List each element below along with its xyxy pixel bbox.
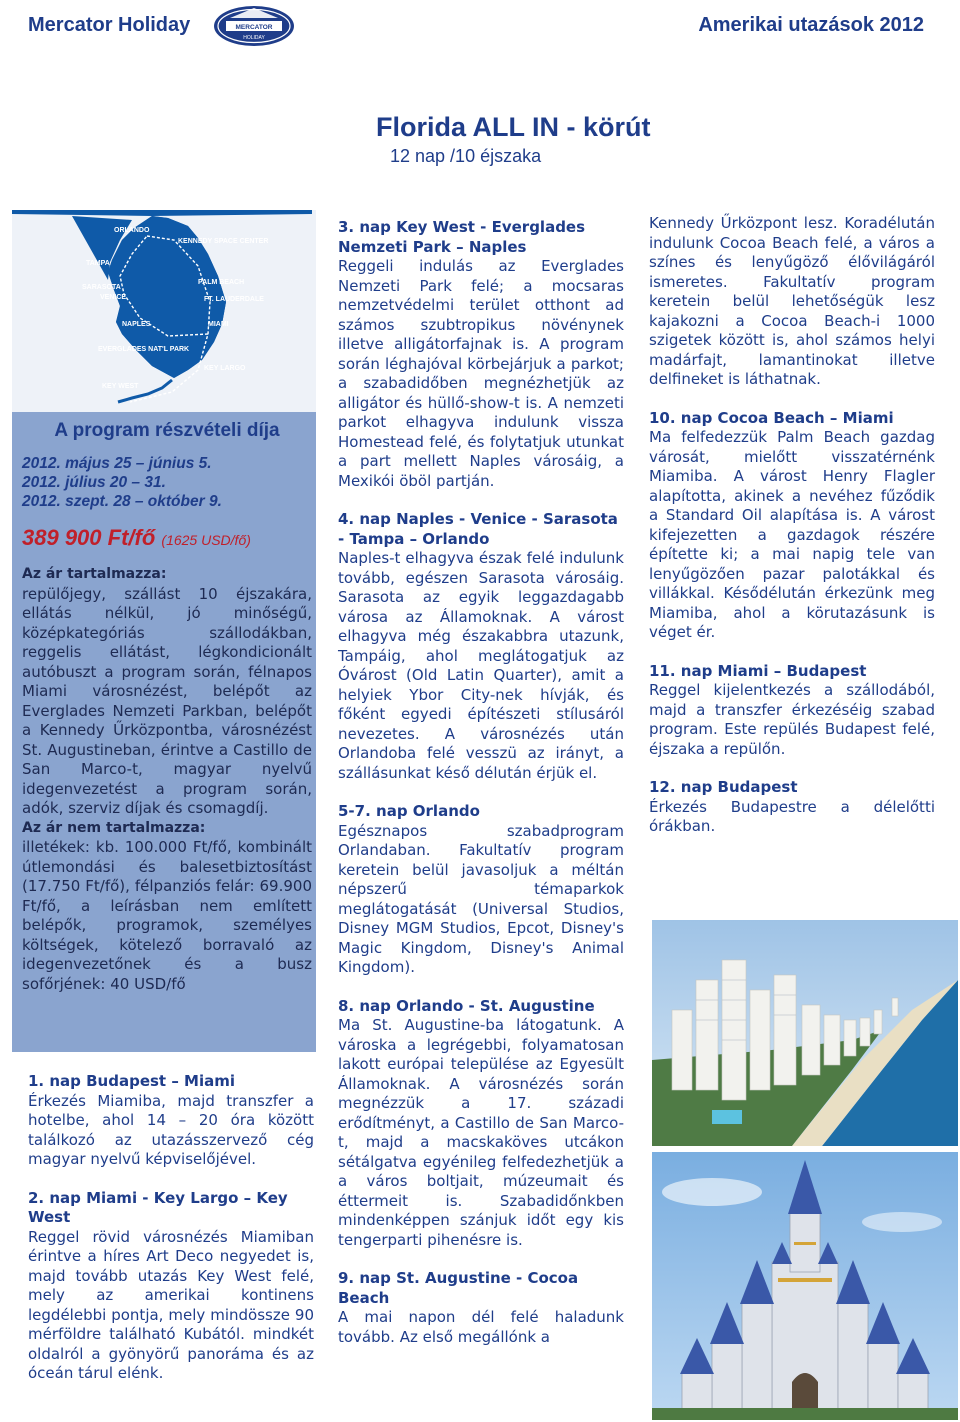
price-usd: (1625 USD/fő)	[161, 532, 251, 548]
day-text: Reggel rövid városnézés Miamiban érintve a híres Art Deco negyedet is, majd tovább utazás Key West felé, mely az amerikai kontinens legdélebbi pontja, mely mindössze 90 mérföldre található Kubától. mindkét oldalról a gyönyörű panoráma és az óceán tárul elénk.	[28, 1227, 314, 1382]
miami-beach-photo	[652, 920, 958, 1146]
svg-text:KEY LARGO: KEY LARGO	[204, 365, 246, 372]
excludes-text: illetékek: kb. 100.000 Ft/fő, kombinált útlemondási és balesetbiztosítást (17.750 Ft/fő), félpanziós felár: 69.900 Ft/fő, a leírásban nem említett belépők, programok, személyes költségek, kötelező borravaló az idegenvezetőnek és a busz sofőrjének: 40 USD/fő	[22, 838, 312, 993]
day-heading: 2. nap Miami - Key Largo – Key West	[28, 1188, 288, 1226]
itinerary-column-3	[649, 214, 935, 837]
day-text: Naples-t elhagyva észak felé indulunk tovább, egészen Sarasota városáig. Sarasota az egyik leggazdagabb városa az Államoknak. A várost elhagyva még északabbra utazunk, Tampáig, ahol meglátogatjuk az Óvárost (Old Latin Quarter), amit a helyiek Ybor City-nek hívják, és főként egyedi építészeti stílusáról nevezetes. A városnézés után Orlandoba felé vesszü az irányt, a szállásunkat késő délután érjük el.	[338, 549, 624, 782]
day-text: Reggeli indulás az Everglades Nemzeti Park felé; a mocsaras nemzetvédelmi terület otthont ad számos szubtropikus növénynek illetve alligátorfajnak is. A program során léghajóval körbejárjuk a parkot; a szabadidőben megnézhetjük az alligátor és hüllő-show-t is. A nemzeti parkot elhagyva indulunk vissza Homestead felé, és folytatjuk utunkat a part mellett Naples városáig, a Mexikói öböl partján.	[338, 257, 624, 490]
day-text: Ma St. Augustine-ba látogatunk. A városka a legrégebbi, folyamatosan lakott európai települése az Egyesült Államoknak. A városnézés során megnézzük a 17. századi erődítményt, a Castillo de San Marco-t, majd a macskaköves utcákon sétálgatva egyénileg felfedezhetjük a a város boltjait, múzeumait és éttermeit is. Szabadidőnkben mindenképpen szánjuk időt egy kis tengerparti pihenésre is.	[338, 1016, 624, 1249]
departure-date: 2012. május 25 – június 5.	[22, 455, 212, 472]
svg-text:KENNEDY SPACE CENTER: KENNEDY SPACE CENTER	[178, 238, 269, 245]
svg-text:HOLIDAY: HOLIDAY	[243, 35, 265, 41]
itinerary-column-1	[28, 1072, 314, 1384]
page-subtitle: 12 nap /10 éjszaka	[390, 146, 542, 166]
departure-date: 2012. szept. 28 – október 9.	[22, 493, 222, 510]
svg-text:FT. LAUDERDALE: FT. LAUDERDALE	[204, 296, 264, 303]
svg-text:NAPLES: NAPLES	[122, 321, 151, 328]
pricing-panel	[12, 210, 316, 1052]
day-heading: 8. nap Orlando - St. Augustine	[338, 996, 595, 1015]
day-heading: 4. nap Naples - Venice - Sarasota - Tampa – Orlando	[338, 510, 618, 548]
price-huf: 389 900 Ft/fő	[22, 525, 156, 550]
day-text-continued: Kennedy Űrközpont lesz. Koradélután indulunk Cocoa Beach felé, a város a színes és lenyűgöző élővilágáról ismeretes. Fakultatív program keretein belül lehetőségük lesz kajakozni a Cocoa Beach-i 1000 szigetek között is, ahol számos helyi madárfajt, lamantinokat illetve delfineket is láthatnak.	[649, 214, 935, 388]
includes-text: repülőjegy, szállást 10 éjszakára, ellátás nélkül, jó minőségű, középkategóriás szállodákban, reggelis ellátást, légkondicionált autóbuszt a program során, félnapos Miami városnézést, belépőt az Everglades Nemzeti Parkban, belépőt a Kennedy Űrközpontba, városnézést St. Augustineban, érintve a Castillo de San Marco-t, magyar nyelvű idegenvezetést a program során, adók, szerviz díjak és csomagdíj.	[22, 584, 312, 817]
day-heading: 11. nap Miami – Budapest	[649, 661, 867, 680]
svg-text:MERCATOR: MERCATOR	[235, 24, 273, 31]
day-heading: 3. nap Key West - Everglades Nemzeti Park – Naples	[338, 218, 586, 256]
day-text: A mai napon dél felé haladunk tovább. Az első megállónk a	[338, 1308, 624, 1346]
florida-route-map	[12, 210, 316, 412]
cinderella-castle-photo	[652, 1152, 958, 1420]
departure-dates	[22, 454, 312, 511]
svg-text:VENICE: VENICE	[100, 294, 127, 301]
excludes-heading: Az ár nem tartalmazza:	[22, 819, 206, 836]
svg-text:PALM BEACH: PALM BEACH	[198, 279, 245, 286]
departure-date: 2012. július 20 – 31.	[22, 474, 166, 491]
pricing-heading: A program részvételi díja	[54, 420, 280, 441]
trip-series: Amerikai utazások 2012	[698, 14, 924, 36]
day-text: Érkezés Miamiba, majd transzfer a hotelbe, ahol 14 – 20 óra között találkozó az utazásszervező cég magyar nyelvű képviselőjével.	[28, 1091, 314, 1168]
day-heading: 9. nap St. Augustine - Cocoa Beach	[338, 1269, 579, 1307]
day-text: Ma felfedezzük Palm Beach gazdag városát, mielőtt visszatérnénk Miamiba. A várost Henry Flagler alapította, akinek a nevéhez fűződik a Standard Oil alapítása is. A várost kifejezetten a gazdagok részére építette ki; a mai napig tele van lenyűgözően pazar palotákkal és villákkal. Késődélután érkezünk meg Miamiba, ahol a körutazásunk is véget ér.	[649, 428, 935, 641]
day-heading: 12. nap Budapest	[649, 778, 798, 796]
day-text: Egésznapos szabadprogram Orlandaban. Fakultatív program keretein belül javasoljuk a méltán népszerű témaparkok meglátogatását (Universal Studios, Disney MGM Studios, Epcot, Disney's Magic Kingdom, Disney's Animal Kingdom).	[338, 821, 624, 976]
page-title: Florida ALL IN - körút	[376, 112, 651, 142]
svg-text:TAMPA: TAMPA	[86, 260, 110, 267]
includes-heading: Az ár tartalmazza:	[22, 566, 167, 582]
itinerary-column-2	[338, 218, 624, 1347]
svg-text:EVERGLADES NAT'L PARK: EVERGLADES NAT'L PARK	[98, 346, 190, 353]
brand-name: Mercator Holiday	[28, 14, 191, 36]
day-heading: 10. nap Cocoa Beach – Miami	[649, 408, 894, 427]
mercator-logo	[212, 4, 296, 48]
svg-text:SARASOTA: SARASOTA	[82, 284, 121, 291]
svg-text:ORLANDO: ORLANDO	[114, 227, 150, 234]
price	[22, 525, 312, 551]
day-text: Érkezés Budapestre a délelőtti órákban.	[649, 797, 935, 835]
day-heading: 5-7. nap Orlando	[338, 802, 480, 820]
svg-text:MIAMI: MIAMI	[208, 321, 229, 328]
svg-text:KEY WEST: KEY WEST	[102, 383, 139, 390]
day-heading: 1. nap Budapest – Miami	[28, 1072, 236, 1090]
day-text: Reggel kijelentkezés a szállodából, majd a transzfer érkezéséig szabad program. Este repülés Budapest felé, éjszaka a repülőn.	[649, 681, 935, 758]
